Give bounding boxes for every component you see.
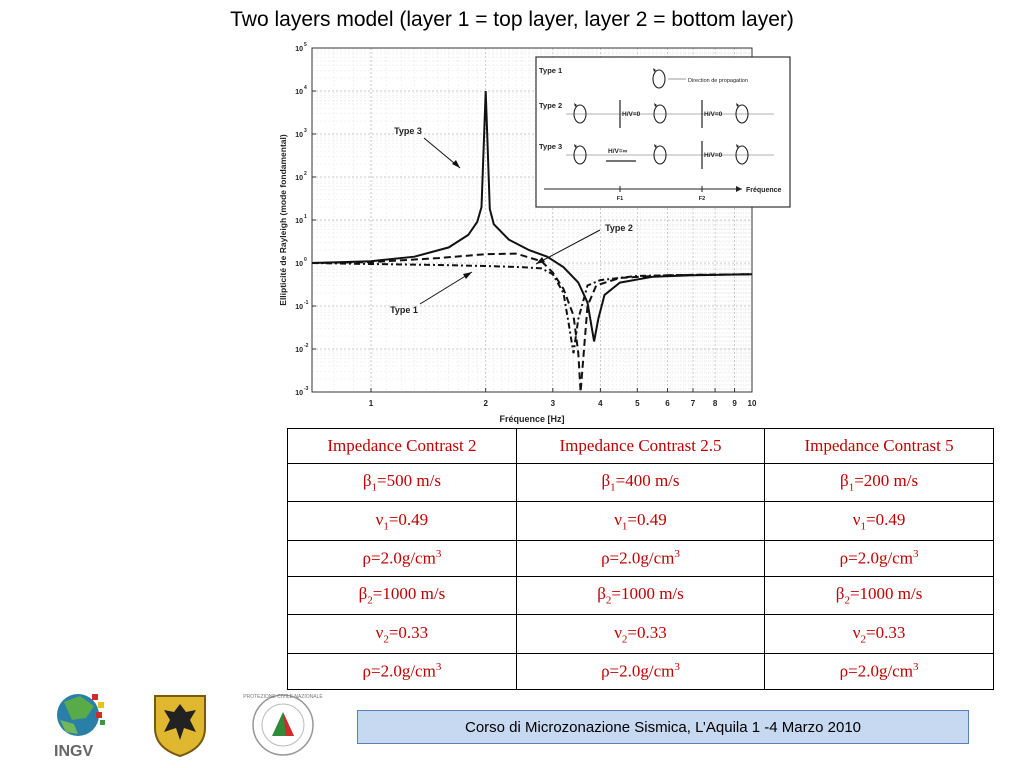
y-tick-label: 10: [295, 175, 303, 182]
table-cell: $\nu_1=0.49$: [765, 502, 994, 541]
f2-label: F2: [698, 196, 706, 202]
protezione-civile-text: PROTEZIONE CIVILE NAZIONALE: [243, 694, 323, 700]
x-tick-label: 5: [635, 399, 640, 408]
y-tick-label: 10: [295, 132, 303, 139]
table-row: [288, 502, 994, 541]
table-header-cell: Impedance Contrast 2.5: [516, 429, 764, 464]
table-cell: $\beta_1=200$ m/s: [765, 463, 994, 502]
table-cell: $\rho=2.0g/cm^3$: [765, 654, 994, 690]
table-cell: $\nu_2=0.33$: [765, 615, 994, 654]
footer-banner: Corso di Microzonazione Sismica, L’Aquila 1 -4 Marzo 2010: [357, 710, 969, 744]
x-tick-label: 9: [732, 399, 737, 408]
ingv-logo-text: INGV: [54, 743, 94, 760]
y-tick-exponent: 1: [304, 214, 307, 220]
table-row: [288, 615, 994, 654]
y-tick-exponent: 5: [304, 42, 307, 48]
aquila-coat-of-arms-logo: [150, 692, 210, 758]
hv-zero-label: H/V=0: [704, 152, 723, 159]
y-tick-exponent: 4: [304, 85, 307, 91]
annotation-type-1: Type 1: [390, 305, 418, 315]
table-cell: $\beta_1=400$ m/s: [516, 463, 764, 502]
inset-row-label: Type 3: [539, 142, 563, 151]
table-row: [288, 576, 994, 615]
inset-axis-label: Fréquence: [746, 187, 782, 194]
table-cell: $\rho=2.0g/cm^3$: [288, 541, 517, 577]
x-tick-label: 4: [598, 399, 603, 408]
y-tick-exponent: 3: [304, 128, 307, 134]
y-tick-exponent: -1: [304, 300, 309, 306]
parameter-table: [287, 428, 994, 690]
ingv-logo: [50, 690, 112, 760]
ellipticity-chart: [274, 40, 782, 426]
table-cell: $\nu_1=0.49$: [516, 502, 764, 541]
y-tick-exponent: 0: [304, 257, 307, 263]
table-row: [288, 654, 994, 690]
table-row: [288, 541, 994, 577]
table-cell: $\beta_2=1000$ m/s: [765, 576, 994, 615]
hv-zero-label: H/V=0: [622, 111, 641, 118]
table-cell: $\nu_2=0.33$: [288, 615, 517, 654]
table-cell: $\nu_1=0.49$: [288, 502, 517, 541]
y-tick-label: 10: [295, 261, 303, 268]
y-tick-label: 10: [295, 89, 303, 96]
f1-label: F1: [616, 196, 624, 202]
hv-zero-label: H/V=0: [704, 111, 723, 118]
table-cell: $\rho=2.0g/cm^3$: [288, 654, 517, 690]
x-tick-label: 3: [550, 399, 556, 408]
table-cell: $\beta_2=1000$ m/s: [288, 576, 517, 615]
x-tick-label: 8: [712, 399, 718, 408]
y-tick-exponent: -2: [304, 343, 309, 349]
y-tick-label: 10: [295, 347, 303, 354]
inset-row-label: Type 1: [539, 66, 563, 75]
inset-row-label: Type 2: [539, 101, 563, 110]
direction-label: Direction de propagation: [688, 78, 748, 84]
table-cell: $\beta_1=500$ m/s: [288, 463, 517, 502]
table-cell: $\rho=2.0g/cm^3$: [516, 654, 764, 690]
table-cell: $\rho=2.0g/cm^3$: [516, 541, 764, 577]
y-tick-exponent: 2: [304, 171, 307, 177]
inset-box: [536, 57, 790, 207]
table-row: [288, 463, 994, 502]
y-tick-label: 10: [295, 46, 303, 53]
y-tick-exponent: -3: [304, 386, 309, 392]
table-header-row: [288, 429, 994, 464]
protezione-civile-logo: [243, 692, 323, 758]
y-tick-label: 10: [295, 304, 303, 311]
y-tick-label: 10: [295, 218, 303, 225]
x-tick-label: 7: [690, 399, 696, 408]
table-cell: $\nu_2=0.33$: [516, 615, 764, 654]
x-tick-label: 6: [665, 399, 670, 408]
table-cell: $\rho=2.0g/cm^3$: [765, 541, 994, 577]
x-tick-label: 1: [368, 399, 374, 408]
table-cell: $\beta_2=1000$ m/s: [516, 576, 764, 615]
table-header-cell: Impedance Contrast 5: [765, 429, 994, 464]
hv-infinity-label: H/V=∞: [608, 148, 628, 155]
y-tick-label: 10: [295, 390, 303, 397]
annotation-type-2: Type 2: [605, 223, 633, 233]
x-tick-label: 2: [483, 399, 488, 408]
y-axis-label: Ellipticité de Rayleigh (mode fondamental): [278, 134, 288, 306]
slide-title: Two layers model (layer 1 = top layer, layer 2 = bottom layer): [230, 8, 794, 31]
table-header-cell: Impedance Contrast 2: [288, 429, 517, 464]
x-tick-label: 10: [747, 399, 757, 408]
x-axis-label: Fréquence [Hz]: [499, 414, 565, 424]
annotation-type-3: Type 3: [394, 126, 422, 136]
